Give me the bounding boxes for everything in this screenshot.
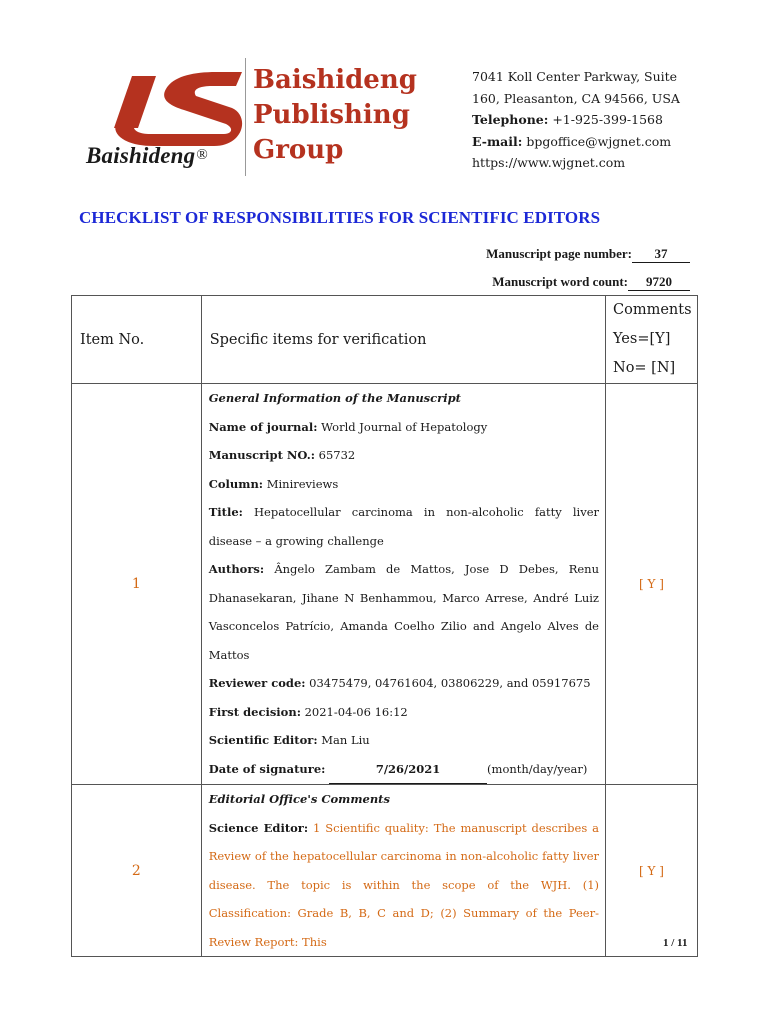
header-specific-items: Specific items for verification: [201, 296, 605, 384]
editorial-office-comments: Editorial Office's Comments Science Editor: 1 Scientific quality: The manuscript describes a Review of the hepatocellular carcinoma in non-alcoholic fatty liver disease. The topic is within the scope of the WJH. (1) Classification: Grade B, B, C and D; (2) Summary of the Peer-Review Report: This: [201, 785, 605, 957]
row-answer[interactable]: [ Y ]: [606, 384, 698, 785]
page-indicator: 1 / 11: [663, 937, 688, 949]
telephone-line: Telephone: +1-925-399-1568: [472, 112, 663, 127]
page-title: CHECKLIST OF RESPONSIBILITIES FOR SCIENTIFIC EDITORS: [79, 208, 601, 227]
checklist-table: [71, 295, 698, 957]
row-answer[interactable]: [ Y ]: [606, 785, 698, 957]
manuscript-word-count: Manuscript word count: 9720: [492, 274, 690, 291]
email-line: E-mail: bpgoffice@wjgnet.com: [472, 133, 672, 149]
header-item-no: Item No.: [72, 296, 202, 384]
logo-divider: [245, 58, 246, 176]
header-comments: Comments Yes=[Y] No= [N]: [606, 296, 698, 384]
table-row: [72, 785, 698, 957]
manuscript-page-number: Manuscript page number: 37: [486, 246, 690, 263]
logo-wordmark: Baishideng®: [86, 143, 208, 168]
contact-block: [472, 66, 680, 174]
table-row: [72, 384, 698, 785]
row-number: 1: [72, 384, 202, 785]
address-line-2: 160, Pleasanton, CA 94566, USA: [472, 90, 680, 106]
general-information: General Information of the Manuscript Name of journal: World Journal of Hepatology Manuscript NO.: 65732 Column: Minireviews Title: Hepatocellular carcinoma in non-alcoholic fatty liver disease – a growing challenge Authors: Ângelo Zambam de Mattos, Jose D Debes, Renu Dhanasekaran, Jihane N Benhammou, Marco Arrese, André Luiz Vasconcelos Patrício, Amanda Coelho Zilio and Angelo Alves de Mattos Reviewer code: 03475479, 04761604, 03806229, and 05917675 First decision: 2021-04-06 16:12 Scientific Editor: Man Liu Date of signature: 7/26/2021 (month/day/year): [201, 384, 605, 785]
row-number: 2: [72, 785, 202, 957]
address-line-1: 7041 Koll Center Parkway, Suite: [472, 69, 678, 84]
baishideng-logo-icon: [104, 68, 244, 148]
table-header-row: [72, 296, 698, 384]
brand-name: Baishideng Publishing Group: [253, 65, 417, 165]
website-link[interactable]: https://www.wjgnet.com: [472, 155, 626, 170]
